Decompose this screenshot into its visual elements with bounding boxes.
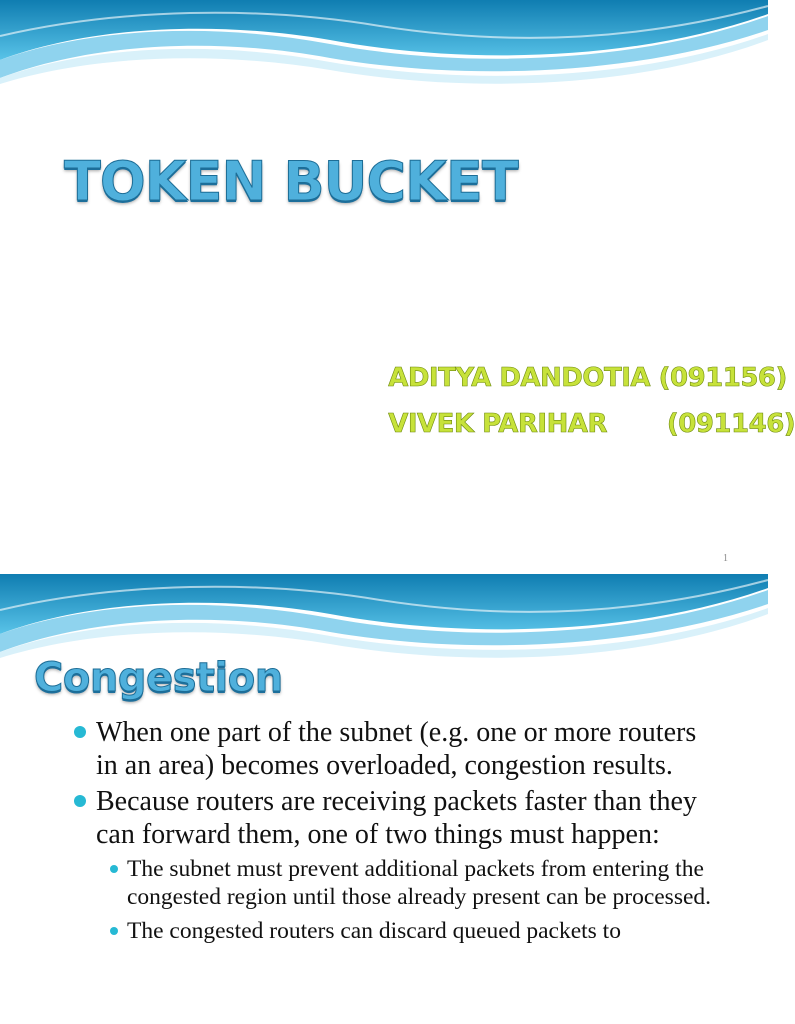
author-line <box>354 379 795 469</box>
bullet-item <box>74 716 724 782</box>
author-name: ADITYA DANDOTIA <box>388 363 651 393</box>
slide-title: TOKEN BUCKET <box>64 150 518 213</box>
sub-bullet-item: The subnet must prevent additional packets from entering the congested region until those already present can be processed. <box>74 855 724 911</box>
slide-separator <box>0 566 768 574</box>
slide-title: Congestion <box>34 655 283 701</box>
header-wave-decoration <box>0 0 768 100</box>
author-id: (091156) <box>658 363 787 393</box>
sub-bullet-item: The congested routers can discard queued packets to <box>74 917 724 945</box>
slide-number: 1 <box>723 553 728 564</box>
sub-bullet-list <box>74 855 724 945</box>
bullet-text: When one part of the subnet (e.g. one or more routers in an area) becomes overloaded, congestion results. <box>96 717 697 781</box>
slide-2 <box>0 574 768 1024</box>
bullet-text: Because routers are receiving packets faster than they can forward them, one of two things must happen: <box>96 786 697 850</box>
bullet-list <box>74 716 724 951</box>
author-id: (091146) <box>666 409 795 439</box>
author-name: VIVEK PARIHAR <box>388 409 607 439</box>
bullet-item <box>74 785 724 945</box>
